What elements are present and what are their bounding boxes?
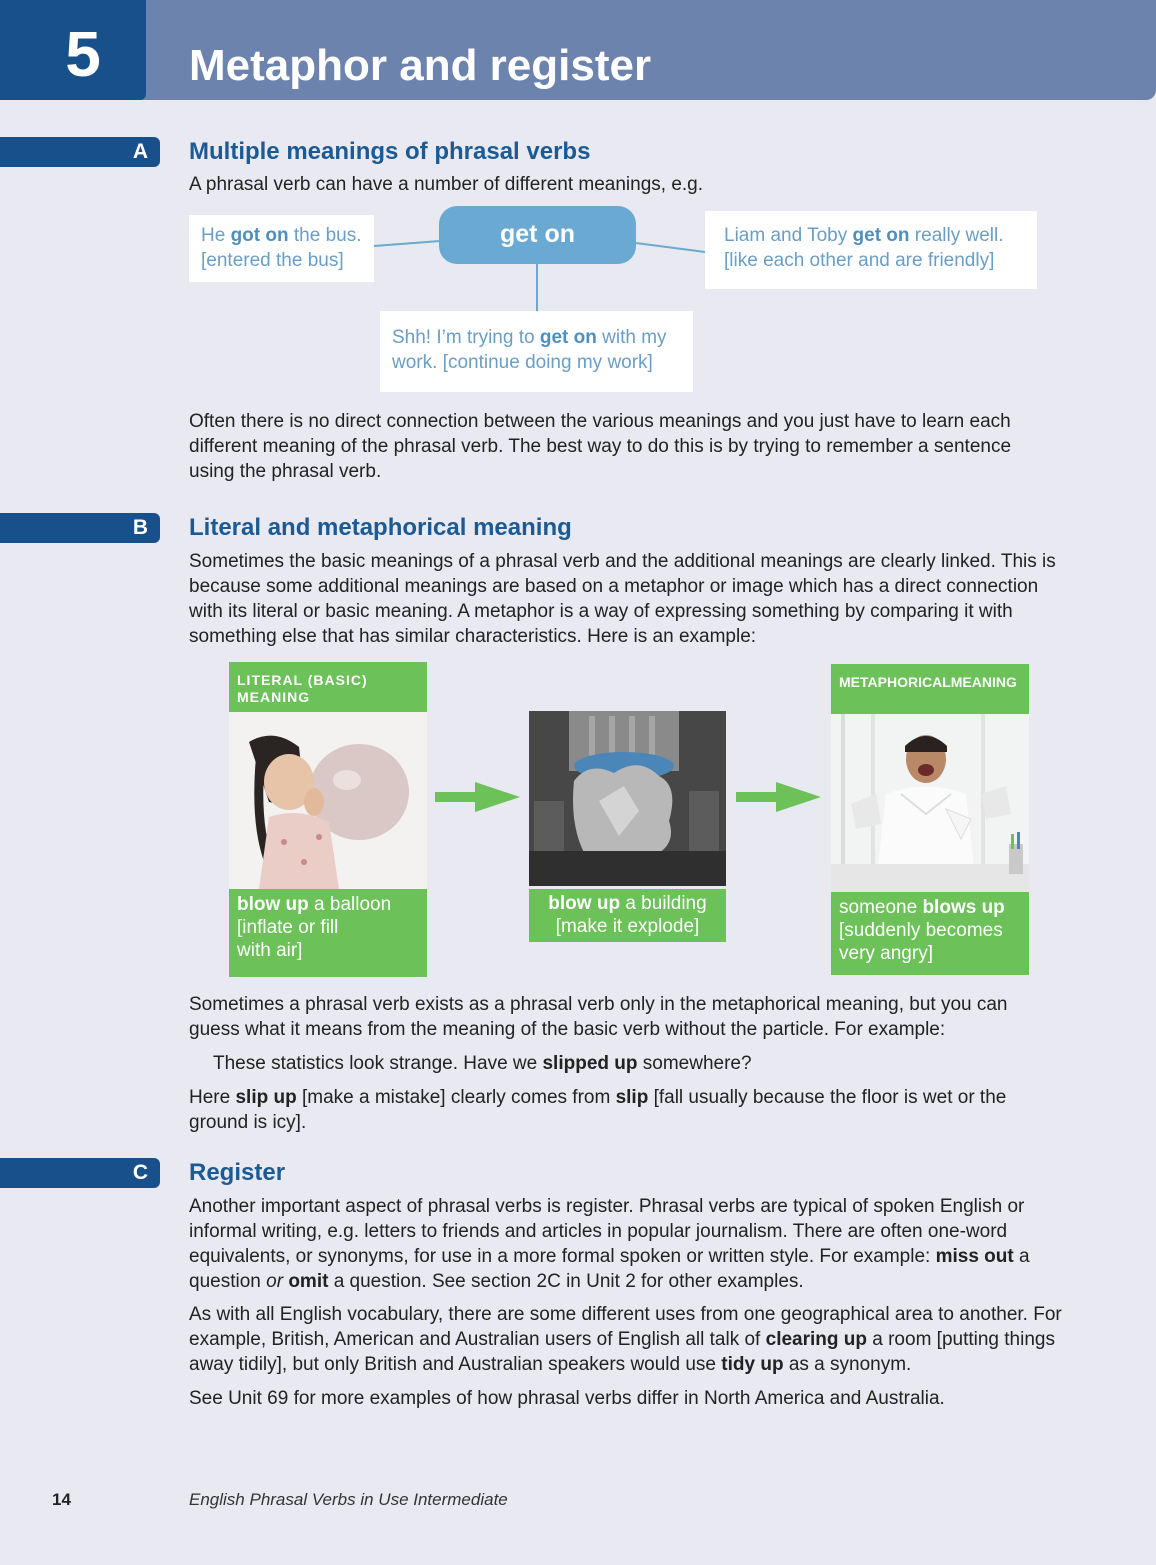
section-a-title: Multiple meanings of phrasal verbs xyxy=(189,138,591,165)
section-a-outro: Often there is no direct connection between the various meanings and you just have to learn each different meaning of the phrasal verb. The best way to do this is by trying to remember a sentence using the phrasal verb. xyxy=(189,411,1012,482)
unit-title: Metaphor and register xyxy=(189,41,652,90)
example-bubble-right: Liam and Toby get on really well. [like each other and are friendly] xyxy=(705,211,1037,289)
section-a-tab: A xyxy=(0,137,160,167)
section-b-tab: B xyxy=(0,513,160,543)
unit-number: 5 xyxy=(65,18,101,90)
literal-meaning-label: LITERAL (BASIC) MEANING xyxy=(229,662,427,712)
section-b-title: Literal and metaphorical meaning xyxy=(189,514,572,541)
book-title: English Phrasal Verbs in Use Intermediate xyxy=(189,1490,508,1509)
balloon-photo xyxy=(229,712,427,889)
angry-man-photo xyxy=(831,714,1029,892)
section-c-para3: See Unit 69 for more examples of how phrasal verbs differ in North America and Australia. xyxy=(189,1388,945,1409)
section-b-example: These statistics look strange. Have we slipped up somewhere? xyxy=(213,1053,752,1074)
arrow-right-icon xyxy=(435,782,520,812)
section-b-intro: Sometimes the basic meanings of a phrasal verb and the additional meanings are clearly linked. This is because some additional meanings are based on a metaphor or image which has a direct connection with its literal or basic meaning. A metaphor is a way of expressing something by comparing it with something else that has similar characteristics. Here is an example: xyxy=(189,551,1056,647)
section-c-tab: C xyxy=(0,1158,160,1188)
section-c-para2: As with all English vocabulary, there are some different uses from one geographical area to another. For example, British, American and Australian users of English all talk of clearing up a room [putting things away tidily], but only British and Australian speakers would use tidy up as a synonym. xyxy=(189,1304,1062,1375)
arrow-right-icon xyxy=(736,782,821,812)
section-a-intro: A phrasal verb can have a number of different meanings, e.g. xyxy=(189,174,704,195)
example-bubble-left: He got on the bus. [entered the bus] xyxy=(189,215,374,282)
building-explosion-illustration xyxy=(529,711,726,886)
metaphorical-meaning-label: METAPHORICALMEANING xyxy=(831,664,1029,714)
girl-balloon-illustration xyxy=(229,712,427,889)
section-b-para2: Sometimes a phrasal verb exists as a phrasal verb only in the metaphorical meaning, but you can guess what it means from the meaning of the basic verb without the particle. For example: xyxy=(189,994,1008,1040)
connector-left xyxy=(374,241,440,246)
section-b-para3: Here slip up [make a mistake] clearly comes from slip [fall usually because the floor is wet or the ground is icy]. xyxy=(189,1087,1007,1133)
section-c-para1: Another important aspect of phrasal verbs is register. Phrasal verbs are typical of spoken English or informal writing, e.g. letters to friends and articles in popular journalism. There are often one-word equivalents, or synonyms, for use in a more formal spoken or written style. For example: miss out a question or omit a question. See section 2C in Unit 2 for other examples. xyxy=(189,1196,1030,1292)
page-number: 14 xyxy=(52,1490,71,1509)
literal-caption-2: blow up a building [make it explode] xyxy=(529,889,726,942)
explosion-photo xyxy=(529,711,726,886)
connector-right xyxy=(636,243,705,252)
example-bubble-bottom: Shh! I’m trying to get on with my work. [continue doing my work] xyxy=(380,311,693,392)
literal-caption: blow up a balloon [inflate or fill with air] xyxy=(229,889,427,977)
angry-man-illustration xyxy=(831,714,1029,892)
section-c-title: Register xyxy=(189,1159,286,1186)
phrasal-verb-hub: get on xyxy=(439,206,636,264)
metaphorical-caption: someone blows up [suddenly becomes very angry] xyxy=(831,892,1029,975)
